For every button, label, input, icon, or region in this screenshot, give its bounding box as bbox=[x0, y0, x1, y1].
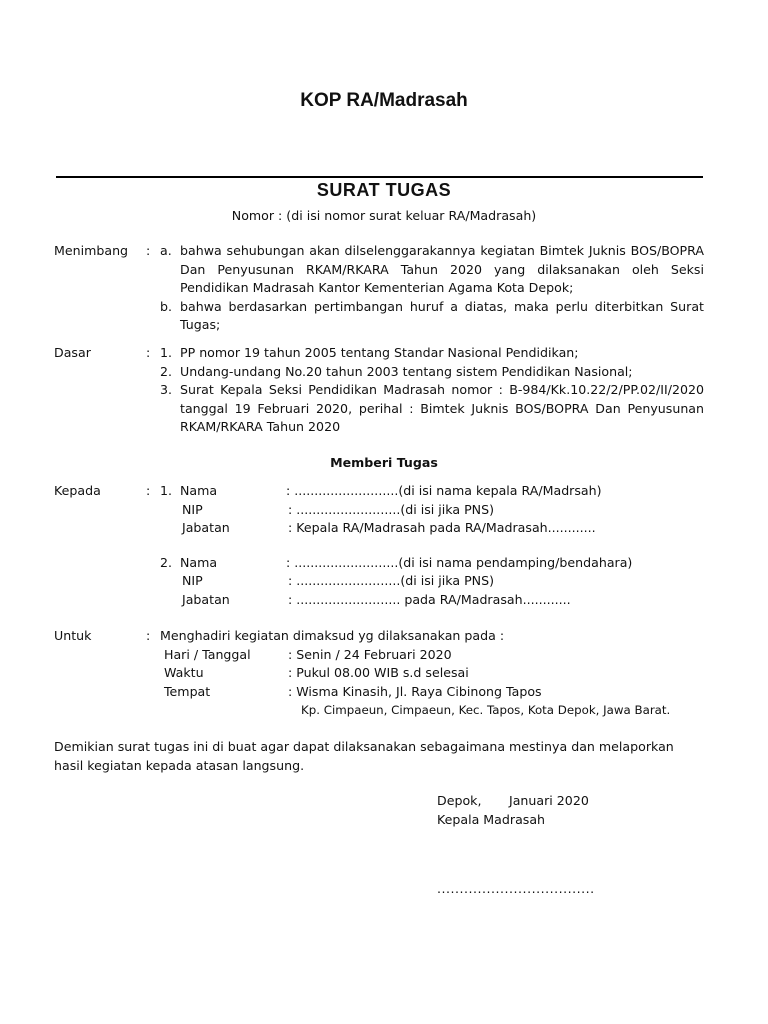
item-number: 1. bbox=[160, 483, 173, 498]
item-number: 2. bbox=[160, 363, 173, 379]
colon: : bbox=[146, 483, 151, 498]
field-value: : ..........................(di isi nama pendamping/bendahara) bbox=[286, 554, 633, 570]
document-title: SURAT TUGAS bbox=[316, 180, 452, 200]
colon: : bbox=[146, 628, 151, 643]
field-value: : ..........................(di isi nama kepala RA/Madrsah) bbox=[286, 483, 602, 498]
field-label: Jabatan bbox=[182, 520, 230, 535]
field-label: Hari / Tanggal bbox=[164, 646, 251, 662]
field-value: : Senin / 24 Februari 2020 bbox=[288, 646, 452, 662]
item-text: PP nomor 19 tahun 2005 tentang Standar Nasional Pendidikan; bbox=[180, 345, 579, 360]
signature-place: Depok, bbox=[437, 793, 482, 808]
section-label: Dasar bbox=[54, 345, 91, 360]
person-field-row bbox=[54, 554, 704, 573]
colon: : bbox=[146, 345, 151, 360]
field-value: : ..........................(di isi jika PNS) bbox=[288, 573, 495, 588]
field-value: : .......................... pada RA/Madrasah............ bbox=[288, 591, 571, 607]
item-number: a. bbox=[160, 243, 172, 258]
item-text: bahwa berdasarkan pertimbangan huruf a diatas, maka perlu diterbitkan Surat Tugas; bbox=[180, 298, 704, 332]
section-label: Untuk bbox=[54, 628, 92, 643]
field-value: : ..........................(di isi jika PNS) bbox=[288, 501, 495, 517]
signature-block bbox=[437, 791, 589, 829]
menimbang-item bbox=[54, 298, 704, 335]
person-field-row bbox=[54, 591, 704, 610]
signature-line: ................................... bbox=[437, 881, 595, 896]
untuk-field-row bbox=[54, 683, 704, 702]
field-value: : Kepala RA/Madrasah pada RA/Madrasah............ bbox=[288, 520, 596, 535]
field-value: : Pukul 08.00 WIB s.d selesai bbox=[288, 665, 469, 680]
untuk-intro: Menghadiri kegiatan dimaksud yg dilaksanakan pada : bbox=[160, 628, 505, 643]
field-label: NIP bbox=[182, 501, 203, 517]
untuk-field-row bbox=[54, 664, 704, 683]
section-label: Menimbang bbox=[54, 243, 129, 258]
dasar-item bbox=[54, 344, 704, 363]
letterhead: KOP RA/Madrasah bbox=[300, 90, 468, 111]
item-number: b. bbox=[160, 298, 172, 314]
field-value: : Wisma Kinasih, Jl. Raya Cibinong Tapos bbox=[288, 683, 542, 699]
dasar-section bbox=[54, 344, 704, 437]
dasar-item bbox=[54, 363, 704, 382]
memberi-tugas-heading: Memberi Tugas bbox=[330, 455, 438, 470]
section-label: Kepada bbox=[54, 483, 101, 498]
person-field-row bbox=[54, 482, 704, 501]
field-label: Waktu bbox=[164, 665, 204, 680]
dasar-item bbox=[54, 381, 704, 437]
person-field-row bbox=[54, 572, 704, 591]
colon: : bbox=[146, 243, 151, 258]
signature-role: Kepala Madrasah bbox=[437, 812, 546, 827]
address-line: Kp. Cimpaeun, Cimpaeun, Kec. Tapos, Kota Depok, Jawa Barat. bbox=[301, 703, 671, 717]
kepada-section bbox=[54, 482, 704, 609]
item-number: 1. bbox=[160, 345, 173, 360]
closing-paragraph: Demikian surat tugas ini di buat agar dapat dilaksanakan sebagaimana mestinya dan melaporkan hasil kegiatan kepada atasan langsung. bbox=[54, 739, 674, 773]
person-field-row bbox=[54, 519, 704, 538]
field-label: Jabatan bbox=[182, 591, 230, 607]
menimbang-item bbox=[54, 242, 704, 298]
item-text: Undang-undang No.20 tahun 2003 tentang sistem Pendidikan Nasional; bbox=[180, 363, 633, 379]
item-number: 2. bbox=[160, 554, 173, 570]
person-field-row bbox=[54, 501, 704, 520]
header-rule bbox=[56, 176, 703, 178]
field-label: Nama bbox=[180, 483, 218, 498]
field-label: NIP bbox=[182, 573, 203, 588]
item-number: 3. bbox=[160, 382, 173, 397]
field-label: Nama bbox=[180, 554, 218, 570]
item-text: bahwa sehubungan akan dilselenggarakannya kegiatan Bimtek Juknis BOS/BOPRA Dan Penyusunan RKAM/RKARA Tahun 2020 yang dilaksanakan oleh Seksi Pendidikan Madrasah Kantor Kementerian Agama Kota Depok; bbox=[180, 243, 704, 295]
signature-date: Januari 2020 bbox=[509, 793, 589, 808]
field-label: Tempat bbox=[164, 683, 211, 699]
untuk-field-row bbox=[54, 646, 704, 665]
item-text: Surat Kepala Seksi Pendidikan Madrasah nomor : B-984/Kk.10.22/2/PP.02/II/2020 tanggal 19 Februari 2020, perihal : Bimtek Juknis BOS/BOPRA Dan Penyusunan RKAM/RKARA Tahun 2020 bbox=[180, 382, 704, 434]
untuk-intro-row bbox=[54, 627, 704, 646]
letter-number: Nomor : (di isi nomor surat keluar RA/Madrasah) bbox=[231, 208, 537, 223]
untuk-section bbox=[54, 627, 704, 720]
menimbang-section bbox=[54, 242, 704, 335]
